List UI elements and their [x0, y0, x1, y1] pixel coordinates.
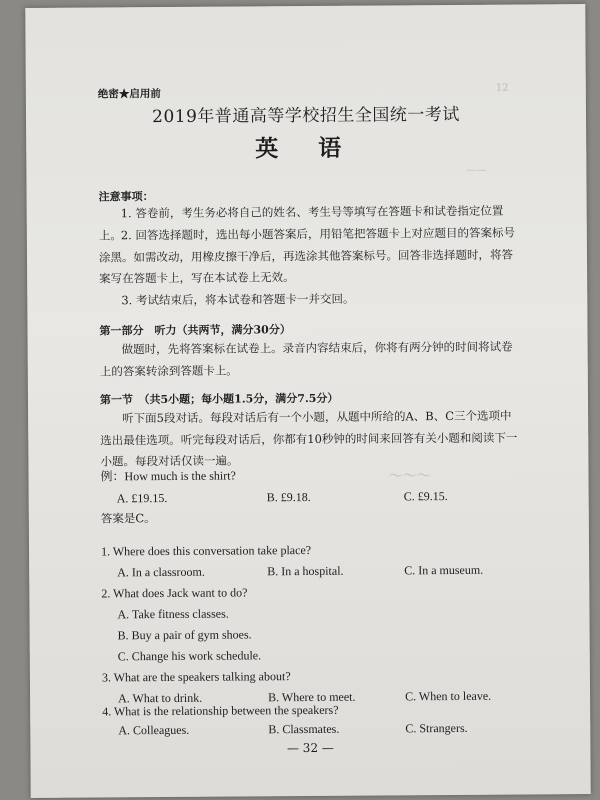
example-option-b: B. £9.18. — [266, 489, 311, 505]
question-1-option-a: A. In a classroom. — [117, 564, 205, 580]
question-2-option-a: A. Take fitness classes. — [117, 606, 229, 622]
example-answer: 答案是C。 — [100, 511, 156, 526]
question-4-option-b: B. Classmates. — [268, 721, 340, 737]
section1-instruction: 听下面5段对话。每段对话后有一个小题，从题中所给的A、B、C三个选项中选出最佳选项。听完每段对话后，你都有10秒钟的时间来回答有关小题和阅读下一小题。每段对话仅读一遍。 — [100, 408, 518, 469]
question-2-option-b: B. Buy a pair of gym shoes. — [117, 627, 252, 643]
notice-item-3: 3. 考试结束后，将本试卷和答题卡一并交回。 — [121, 291, 355, 308]
exam-page — [25, 4, 591, 798]
subject-title: 英 语 — [255, 134, 358, 163]
question-3: 3. What are the speakers talking about? — [101, 669, 291, 685]
example-option-a: A. £19.15. — [116, 490, 168, 506]
example-question: 例：How much is the shirt? — [100, 468, 236, 484]
part1-heading: 第一部分 听力（共两节，满分30分） — [99, 323, 291, 338]
bleed-through-mark: —— — [466, 164, 487, 176]
bleed-through-mark: 12 — [495, 82, 509, 94]
bleed-through-mark: ～～～ — [388, 468, 431, 485]
question-2: 2. What does Jack want to do? — [101, 585, 248, 601]
notice-item-1: 1. 答卷前，考生务必将自己的姓名、考生号等填写在答题卡和试卷指定位置上。 — [98, 203, 504, 242]
exam-title: 2019年普通高等学校招生全国统一考试 — [152, 104, 460, 128]
section1-heading: 第一节 （共5小题；每小题1.5分，满分7.5分） — [99, 391, 339, 407]
question-4: 4. What is the relationship between the speakers? — [102, 702, 339, 719]
question-3-option-b: B. Where to meet. — [268, 689, 356, 705]
question-1: 1. Where does this conversation take place? — [100, 542, 312, 559]
example-option-c: C. £9.15. — [403, 489, 448, 504]
page-number: — 32 — — [286, 740, 334, 756]
confidential-label: 绝密★启用前 — [97, 88, 161, 101]
question-4-option-c: C. Strangers. — [405, 720, 468, 736]
question-1-option-c: C. In a museum. — [404, 562, 484, 578]
notice-item-2: 2. 回答选择题时，选出每小题答案后，用铅笔把答题卡上对应题目的答案标号涂黑。如需改动，用橡皮擦干净后，再选涂其他答案标号。回答非选择题时，将答案写在答题卡上，写在本试卷上无效。 — [98, 225, 516, 286]
question-2-option-c: C. Change his work schedule. — [117, 648, 262, 664]
question-4-option-a: A. Colleagues. — [118, 722, 190, 738]
notice-heading: 注意事项： — [98, 190, 154, 204]
question-1-option-b: B. In a hospital. — [267, 563, 344, 579]
question-3-option-c: C. When to leave. — [405, 688, 492, 704]
part1-instruction: 做题时，先将答案标在试卷上。录音内容结束后，你将有两分钟的时间将试卷上的答案转涂到答题卡上。 — [99, 339, 513, 378]
question-3-option-a: A. What to drink. — [118, 690, 203, 706]
